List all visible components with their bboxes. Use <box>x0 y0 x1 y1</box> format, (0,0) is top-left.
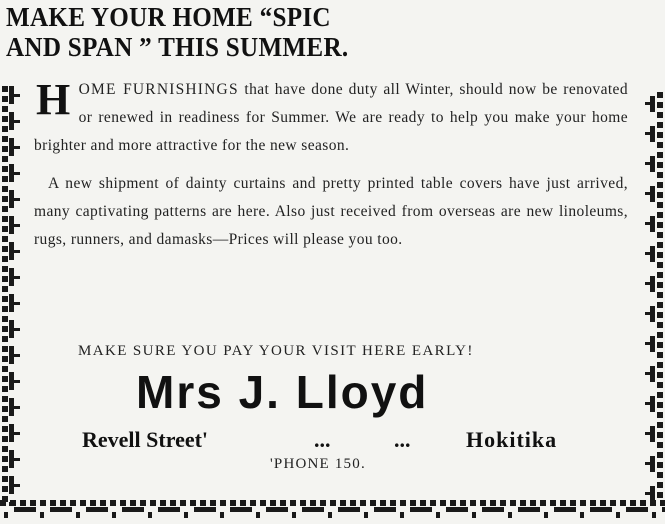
paragraph-text: that have done duty all Winter, should now be renovated or renewed in readiness for Summer. We are ready to help you make your home brighter and more attractive for the new season. <box>34 81 628 154</box>
address-separator: ... <box>394 427 411 452</box>
drop-cap: H <box>36 75 71 124</box>
headline <box>6 2 415 62</box>
visit-notice: MAKE SURE YOU PAY YOUR VISIT HERE EARLY! <box>78 343 474 359</box>
town: Hokitika <box>466 427 558 452</box>
decorative-border-left <box>0 86 20 506</box>
paragraph-new-shipment: A new shipment of dainty curtains and pretty printed table covers have just arrived, many captivating patterns are here. Also just received from overseas are new linoleums, rugs, runners, and damasks—Prices will please you too. <box>34 175 628 248</box>
headline-line-2: AND SPAN ” THIS SUMMER. <box>6 32 349 62</box>
street: Revell Street' <box>82 427 209 452</box>
decorative-border-right <box>645 92 665 502</box>
address-separator: ... <box>314 427 331 452</box>
decorative-border-bottom <box>0 497 665 521</box>
paragraph-lead: OME FURNISHINGS <box>78 81 239 98</box>
paragraph-home-furnishings <box>34 76 628 160</box>
ad-body <box>34 76 628 254</box>
advertiser-name: Mrs J. Lloyd <box>136 366 429 418</box>
phone-number: 'PHONE 150. <box>270 456 366 472</box>
headline-line-1: MAKE YOUR HOME “SPIC <box>6 2 331 32</box>
